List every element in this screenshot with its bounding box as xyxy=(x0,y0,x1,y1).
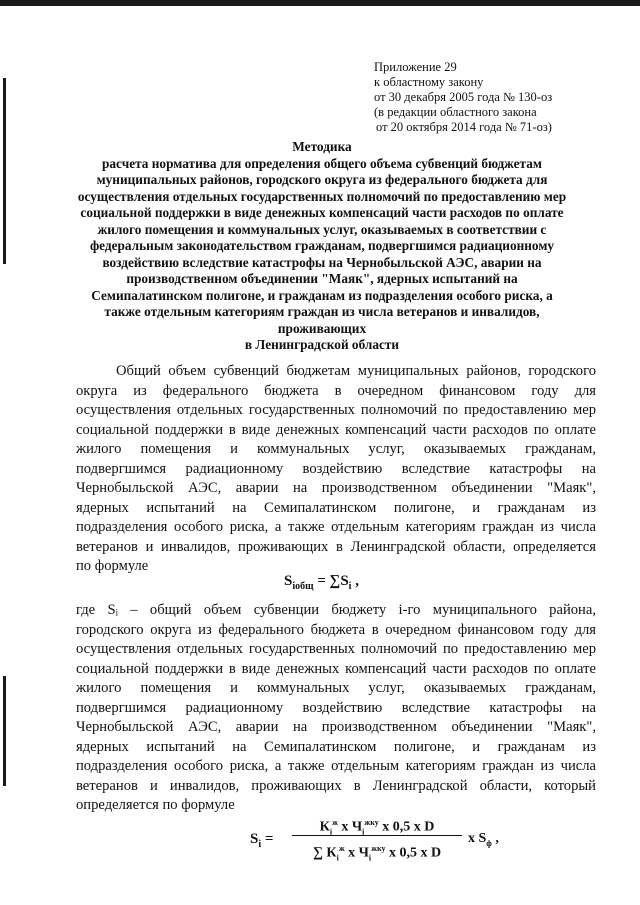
paragraph-line: Чернобыльской АЭС, аварии на производственном объединении "Маяк", xyxy=(76,480,596,496)
formula-rhs: = ∑S xyxy=(313,573,349,589)
appendix-law-ref: к областному закону xyxy=(374,75,484,89)
num-ch-sup: жку xyxy=(364,818,379,827)
title-line: социальной поддержки в виде денежных компенсаций части расходов по оплате xyxy=(80,205,564,220)
appendix-number: Приложение 29 xyxy=(374,60,457,74)
scan-edge-mark xyxy=(3,78,6,264)
den-ch: х Ч xyxy=(344,845,369,861)
formula-fraction xyxy=(292,812,462,863)
formula-lhs xyxy=(250,831,273,850)
paragraph-line: подвергшимся радиационному воздействию вследствие катастрофы на xyxy=(76,460,596,477)
formula-rhs-subscript: ф xyxy=(486,838,492,848)
formula-lhs-subscript: iобщ xyxy=(292,581,314,592)
scan-edge-mark xyxy=(3,676,6,786)
appendix-law-date: от 30 декабря 2005 года № 130-оз xyxy=(374,90,553,104)
appendix-edition-date: от 20 октября 2014 года № 71-оз) xyxy=(376,120,552,134)
title-line: жилого помещения и коммунальных услуг, оказываемых в соответствии с xyxy=(97,221,547,237)
formula-lhs-symbol: S xyxy=(250,831,259,847)
paragraph-line: ядерных испытаний на Семипалатинском полигоне, и гражданам из xyxy=(76,499,596,516)
formula-rhs xyxy=(468,831,499,848)
paragraph-line: Чернобыльской АЭС, аварии на производственном объединении "Маяк", xyxy=(76,719,596,735)
formula-equals: = xyxy=(261,831,274,847)
paragraph-line: ветеранов и инвалидов, проживающих в Ленинградской области, определяется xyxy=(76,538,596,555)
den-ch-sub: i xyxy=(368,853,372,863)
den-k-sub: i xyxy=(336,853,339,863)
paragraph-line: ядерных испытаний на Семипалатинском полигоне, и гражданам из xyxy=(76,738,596,755)
formula-lhs: S xyxy=(284,573,293,589)
appendix-header xyxy=(374,60,614,135)
formula-rhs-subscript: i xyxy=(348,581,352,592)
paragraph-line: осуществления отдельных государственных полномочий по предоставлению мер xyxy=(76,402,596,418)
formula-end: , xyxy=(491,831,499,846)
paragraph-line: социальной поддержки в виде денежных компенсаций части расходов по оплате xyxy=(76,660,596,677)
title-line: расчета норматива для определения общего объема субвенций бюджетам xyxy=(102,155,542,171)
formula-municipal-subvention xyxy=(250,812,590,872)
num-k: К xyxy=(319,819,330,835)
paragraph-line: социальной поддержки в виде денежных компенсаций части расходов по оплате xyxy=(76,421,596,438)
den-k-sup: ж xyxy=(338,844,345,853)
appendix-edition-note: (в редакции областного закона xyxy=(374,105,537,119)
paragraph-intro xyxy=(76,362,596,577)
num-ch-sub: i xyxy=(362,827,365,837)
paragraph-line: жилого помещения и коммунальных услуг, оказываемых гражданам, xyxy=(76,680,596,696)
top-border-rule xyxy=(0,0,640,6)
formula-numerator xyxy=(292,812,462,837)
title-line: в Ленинградской области xyxy=(244,337,400,352)
document-title xyxy=(62,139,582,354)
paragraph-line: подвергшимся радиационному воздействию вследствие катастрофы на xyxy=(76,699,596,716)
title-line: воздействию вследствие катастрофы на Чернобыльской АЭС, аварии на xyxy=(102,254,542,270)
formula-denominator xyxy=(292,838,462,863)
paragraph-definition xyxy=(76,601,596,816)
paragraph-line: жилого помещения и коммунальных услуг, оказываемых гражданам, xyxy=(76,441,596,457)
title-line: проживающих xyxy=(277,320,367,336)
paragraph-line: Общий объем субвенций бюджетам муниципальных районов, городского xyxy=(116,363,596,379)
paragraph-line: ветеранов и инвалидов, проживающих в Ленинградской области, который xyxy=(76,777,596,794)
num-tail: х 0,5 х D xyxy=(378,819,435,835)
title-line: Семипалатинском полигоне, и гражданам из подразделения особого риска, а xyxy=(91,287,553,303)
title-line: муниципальных районов, городского округа из федерального бюджета для xyxy=(96,172,548,187)
num-ch: х Ч xyxy=(337,819,363,835)
title-line: федеральным законодательством гражданам, подвергшимся радиационному xyxy=(89,238,555,253)
num-k-sub: i xyxy=(329,827,333,837)
paragraph-line: осуществления отдельных государственных полномочий по предоставлению мер xyxy=(76,641,596,657)
title-line: осуществления отдельных государственных полномочий по предоставлению мер xyxy=(77,188,567,204)
den-sum: ∑ К xyxy=(312,845,337,861)
paragraph-line: где Sᵢ – общий объем субвенции бюджету i-го муниципального района, xyxy=(76,602,596,618)
formula-lhs-subscript: i xyxy=(258,839,262,850)
den-tail: х 0,5 х D xyxy=(385,845,442,861)
formula-tail: , xyxy=(351,573,359,589)
num-k-sup: ж xyxy=(332,818,338,827)
paragraph-line: по формуле xyxy=(76,558,149,574)
paragraph-line: городского округа из федерального бюджета в очередном финансовом году для xyxy=(76,621,596,638)
fraction-bar xyxy=(292,835,462,836)
paragraph-line: округа из федерального бюджета в очередном финансовом году для xyxy=(76,382,596,399)
title-heading: Методика xyxy=(292,139,352,154)
title-line: производственном объединении "Маяк", ядерных испытаний на xyxy=(126,271,518,286)
formula-rhs-factor: х S xyxy=(468,831,487,846)
title-line: также отдельным категориям граждан из числа ветеранов и инвалидов, xyxy=(104,304,540,319)
paragraph-line: подразделения особого риска, а также отдельным категориям граждан из числа xyxy=(76,758,596,774)
den-ch-sup: жку xyxy=(371,844,386,853)
paragraph-line: определяется по формуле xyxy=(76,797,235,813)
formula-total-subvention xyxy=(284,573,359,592)
paragraph-line: подразделения особого риска, а также отдельным категориям граждан из числа xyxy=(76,519,596,535)
